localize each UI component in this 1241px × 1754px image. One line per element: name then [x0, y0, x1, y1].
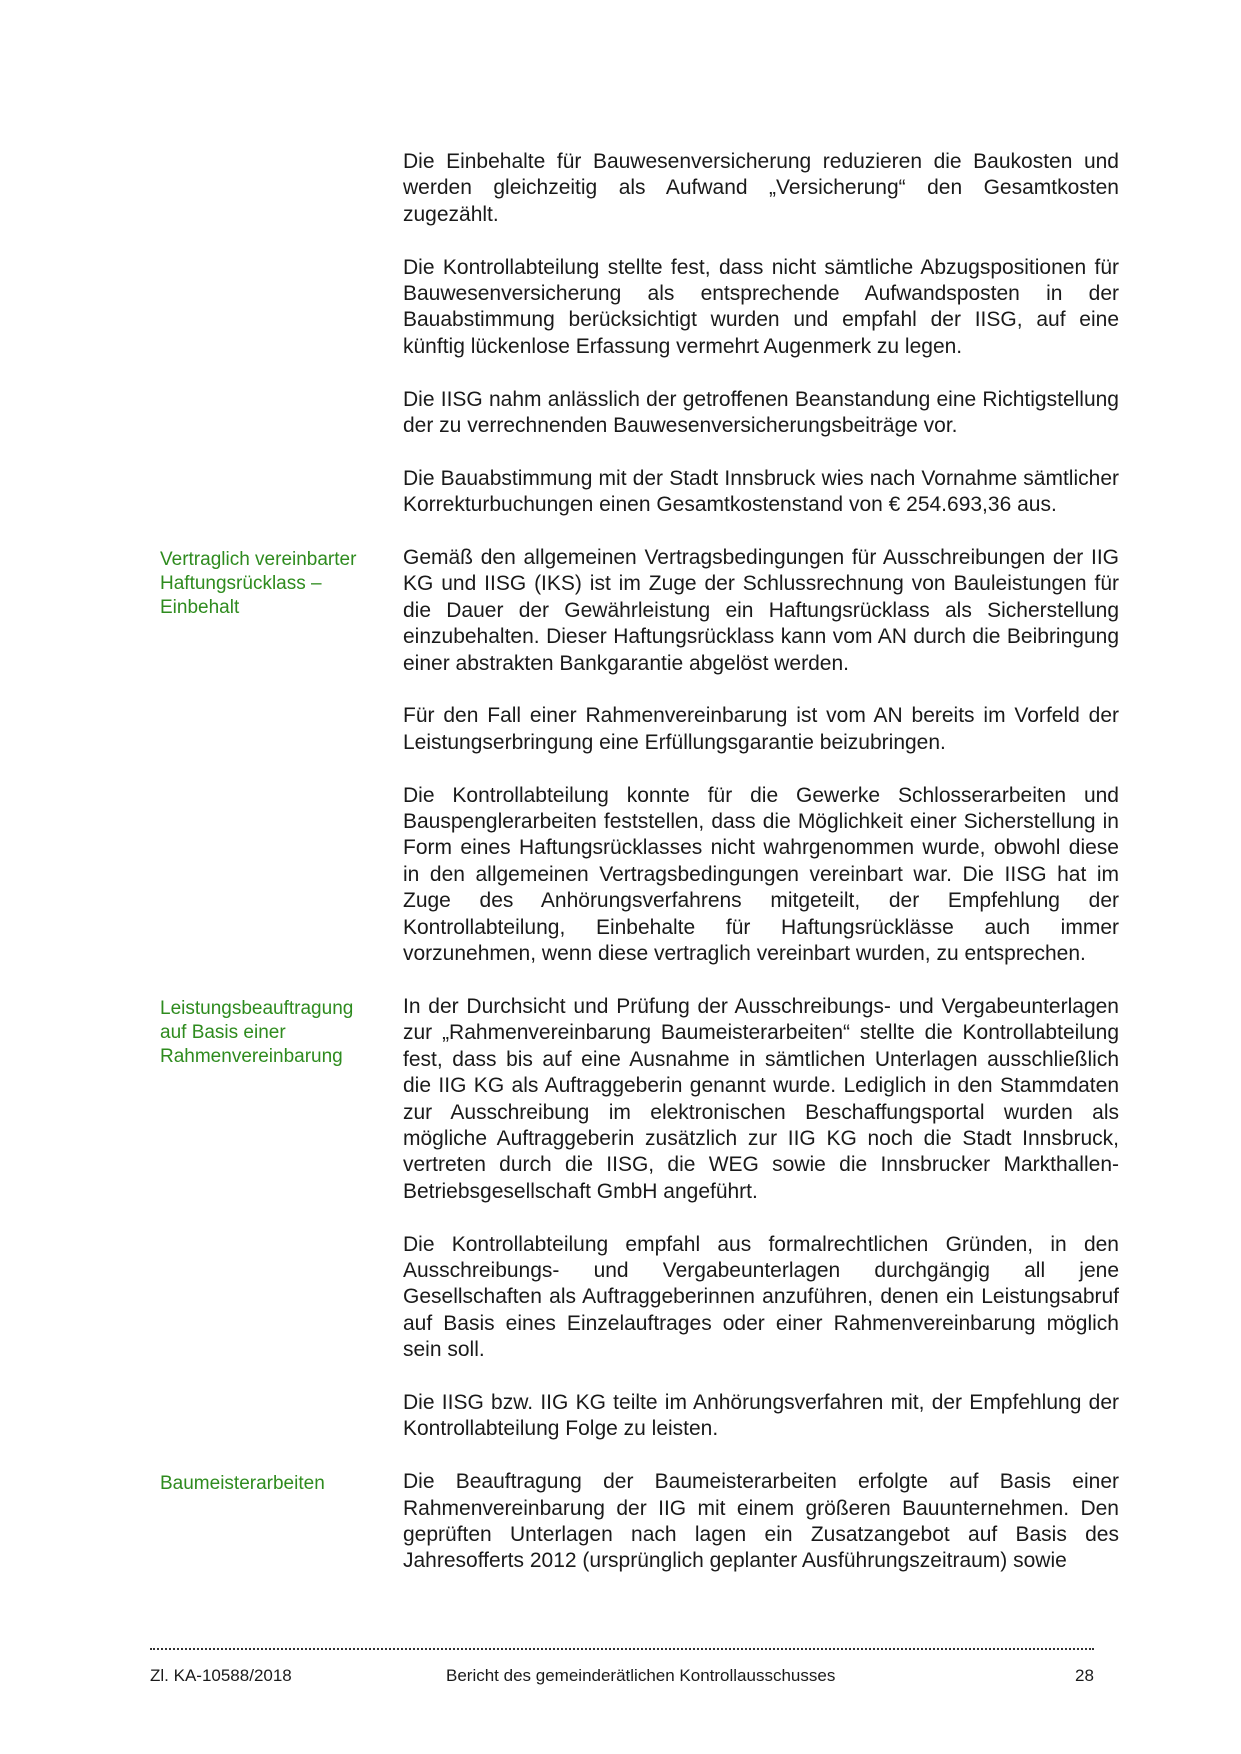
- paragraph: In der Durchsicht und Prüfung der Ausschreibungs- und Vergabeunterlagen zur „Rahmenvereinbarung Baumeisterarbeiten“ stellte die Kontrollabteilung fest, dass bis auf eine Ausnahme in sämtlichen Unterlagen ausschließlich die IIG KG als Auftraggeberin genannt wurde. Lediglich in den Stammdaten zur Ausschreibung im elektronischen Beschaffungsportal wurden als mögliche Auftraggeberin zusätzlich zur IIG KG noch die Stadt Innsbruck, vertreten durch die IISG, die WEG sowie die Innsbrucker Markthallen-Betriebsgesellschaft GmbH angeführt.: [403, 994, 1119, 1203]
- margin-note-line: auf Basis einer: [160, 1021, 286, 1043]
- paragraph: Die Kontrollabteilung empfahl aus formalrechtlichen Gründen, in den Ausschreibungs- und Vergabeunterlagen durchgängig all jene Gesellschaften als Auftraggeberinnen anzuführen, denen ein Leistungsabruf auf Basis eines Einzelauftrages oder einer Rahmenvereinbarung möglich sein soll.: [403, 1232, 1119, 1362]
- paragraph: Die Kontrollabteilung konnte für die Gewerke Schlosserarbeiten und Bauspenglerarbeiten feststellen, dass die Möglichkeit einer Sicherstellung in Form eines Haftungsrücklasses nicht wahrgenommen wurde, obwohl diese in den allgemeinen Vertragsbedingungen vereinbart war. Die IISG hat im Zuge des Anhörungsverfahrens mitgeteilt, der Empfehlung der Kontrollabteilung, Einbehalte für Haftungsrücklässe auch immer vorzunehmen, wenn diese vertraglich vereinbart wurden, zu entsprechen.: [403, 783, 1119, 966]
- paragraph: Die Bauabstimmung mit der Stadt Innsbruck wies nach Vornahme sämtlicher Korrekturbuchungen einen Gesamtkostenstand von € 254.693,36 aus.: [403, 466, 1119, 517]
- paragraph: Die IISG nahm anlässlich der getroffenen Beanstandung eine Richtigstellung der zu verrechnenden Bauwesenversicherungsbeiträge vor.: [403, 387, 1119, 438]
- paragraph: Die IISG bzw. IIG KG teilte im Anhörungsverfahren mit, der Empfehlung der Kontrollabteilung Folge zu leisten.: [403, 1390, 1119, 1441]
- paragraph: Gemäß den allgemeinen Vertragsbedingungen für Ausschreibungen der IIG KG und IISG (IKS) ist im Zuge der Schlussrechnung von Bauleistungen für die Dauer der Gewährleistung ein Haftungsrücklass als Sicherstellung einzubehalten. Dieser Haftungsrücklass kann vom AN durch die Beibringung einer abstrakten Bankgarantie abgelöst werden.: [403, 546, 1119, 675]
- margin-note-line: Rahmenvereinbarung: [160, 1045, 343, 1067]
- report-title: Bericht des gemeinderätlichen Kontrollausschusses: [446, 1666, 836, 1685]
- margin-note-line: Leistungsbeauftragung: [160, 997, 354, 1019]
- paragraph: Die Kontrollabteilung stellte fest, dass nicht sämtliche Abzugspositionen für Bauwesenversicherung als entsprechende Aufwandsposten in der Bauabstimmung berücksichtigt wurden und empfahl der IISG, auf eine künftig lückenlose Erfassung vermehrt Augenmerk zu legen.: [403, 255, 1119, 358]
- page-number: 28: [1075, 1666, 1094, 1685]
- margin-note-leistungsbeauftragung: [160, 997, 390, 1069]
- margin-note-haftungsruecklass: [160, 548, 390, 620]
- report-reference: Zl. KA-10588/2018: [150, 1666, 292, 1685]
- paragraph: Die Einbehalte für Bauwesenversicherung reduzieren die Baukosten und werden gleichzeitig als Aufwand „Versicherung“ den Gesamtkosten zugezählt.: [403, 150, 1119, 226]
- footer-divider: [150, 1648, 1094, 1650]
- margin-note-line: Haftungsrücklass –: [160, 573, 322, 595]
- margin-note-line: Einbehalt: [160, 597, 240, 619]
- paragraph: Für den Fall einer Rahmenvereinbarung ist vom AN bereits im Vorfeld der Leistungserbringung eine Erfüllungsgarantie beizubringen.: [403, 704, 1119, 754]
- margin-note-line: Baumeisterarbeiten: [160, 1473, 325, 1495]
- main-text-column: [403, 149, 1119, 1575]
- margin-note-baumeisterarbeiten: [160, 1472, 390, 1496]
- margin-note-line: Vertraglich vereinbarter: [160, 549, 357, 571]
- paragraph: Die Beauftragung der Baumeisterarbeiten erfolgte auf Basis einer Rahmenvereinbarung der IIG mit einem größeren Bauunternehmen. Den geprüften Unterlagen nach lagen ein Zusatzangebot auf Basis des Jahresofferts 2012 (ursprünglich geplanter Ausführungszeitraum) sowie: [403, 1470, 1119, 1573]
